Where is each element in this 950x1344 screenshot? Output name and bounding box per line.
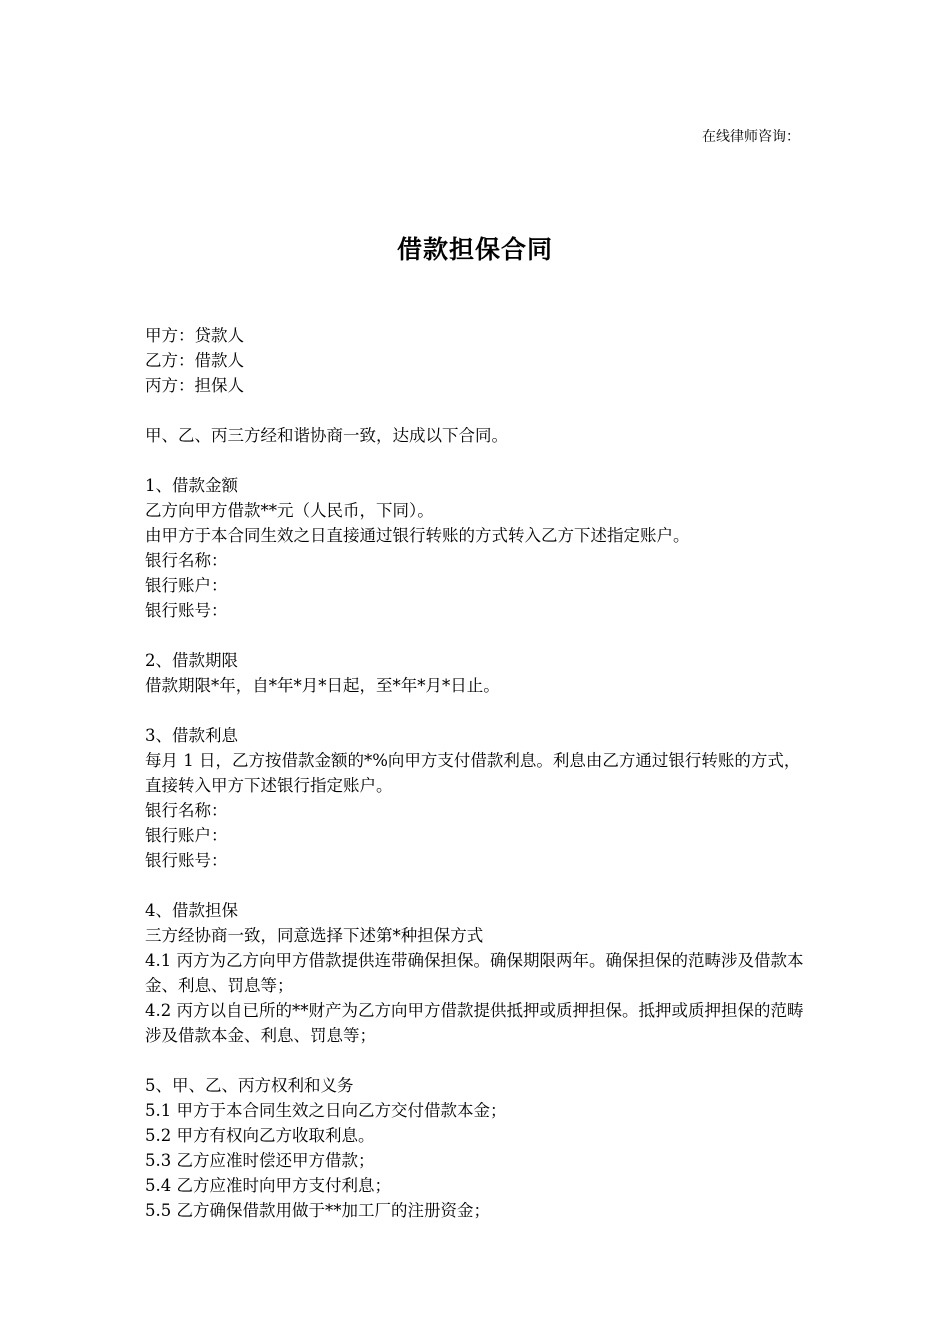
spacer bbox=[145, 398, 810, 423]
section-heading: 5、甲、乙、丙方权利和义务 bbox=[145, 1076, 354, 1095]
clause-5-1: 5.1 甲方于本合同生效之日向乙方交付借款本金； bbox=[145, 1101, 507, 1120]
section-heading: 1、借款金额 bbox=[145, 476, 238, 495]
section-line: 每月 1 日，乙方按借款金额的*%向甲方支付借款利息。利息由乙方通过银行转账的方式，直接转入甲方下述银行指定账户。 bbox=[145, 751, 801, 795]
party-c-line: 丙方：担保人 bbox=[145, 376, 244, 395]
clause-5-5: 5.5 乙方确保借款用做于**加工厂的注册资金； bbox=[145, 1201, 490, 1220]
section-loan-guarantee bbox=[145, 898, 810, 1048]
preamble-text: 甲、乙、丙三方经和谐协商一致，达成以下合同。 bbox=[145, 426, 508, 445]
online-lawyer-consult-label: 在线律师咨询： bbox=[702, 129, 800, 145]
section-heading: 3、借款利息 bbox=[145, 726, 238, 745]
section-heading: 2、借款期限 bbox=[145, 651, 238, 670]
section-rights-obligations bbox=[145, 1073, 810, 1223]
clause-5-4: 5.4 乙方应准时向甲方支付利息； bbox=[145, 1176, 391, 1195]
spacer bbox=[145, 698, 810, 723]
bank-name-line: 银行名称： bbox=[145, 801, 228, 820]
contract-body bbox=[145, 323, 810, 1223]
clause-4-1: 4.1 丙方为乙方向甲方借款提供连带确保担保。确保期限两年。确保担保的范畴涉及借款本金、利息、罚息等； bbox=[145, 951, 804, 995]
bank-name-line: 银行名称： bbox=[145, 551, 228, 570]
spacer bbox=[145, 623, 810, 648]
bank-account-line: 银行账户： bbox=[145, 826, 228, 845]
section-loan-interest bbox=[145, 723, 810, 873]
clause-5-2: 5.2 甲方有权向乙方收取利息。 bbox=[145, 1126, 375, 1145]
section-loan-term bbox=[145, 648, 810, 698]
bank-account-number-line: 银行账号： bbox=[145, 601, 228, 620]
bank-account-line: 银行账户： bbox=[145, 576, 228, 595]
parties-block bbox=[145, 323, 810, 398]
section-heading: 4、借款担保 bbox=[145, 901, 238, 920]
section-loan-amount bbox=[145, 473, 810, 623]
section-line: 三方经协商一致，同意选择下述第*种担保方式 bbox=[145, 926, 484, 945]
party-b-line: 乙方：借款人 bbox=[145, 351, 244, 370]
party-a-line: 甲方：贷款人 bbox=[145, 326, 244, 345]
spacer bbox=[145, 1048, 810, 1073]
spacer bbox=[145, 873, 810, 898]
contract-title: 借款担保合同 bbox=[396, 235, 553, 264]
spacer bbox=[145, 448, 810, 473]
clause-5-3: 5.3 乙方应准时偿还甲方借款； bbox=[145, 1151, 375, 1170]
clause-4-2: 4.2 丙方以自已所的**财产为乙方向甲方借款提供抵押或质押担保。抵押或质押担保的范畴涉及借款本金、利息、罚息等； bbox=[145, 1001, 804, 1045]
section-line: 借款期限*年，自*年*月*日起，至*年*月*日止。 bbox=[145, 676, 500, 695]
section-line: 乙方向甲方借款**元（人民币，下同）。 bbox=[145, 501, 434, 520]
bank-account-number-line: 银行账号： bbox=[145, 851, 228, 870]
section-line: 由甲方于本合同生效之日直接通过银行转账的方式转入乙方下述指定账户。 bbox=[145, 526, 690, 545]
